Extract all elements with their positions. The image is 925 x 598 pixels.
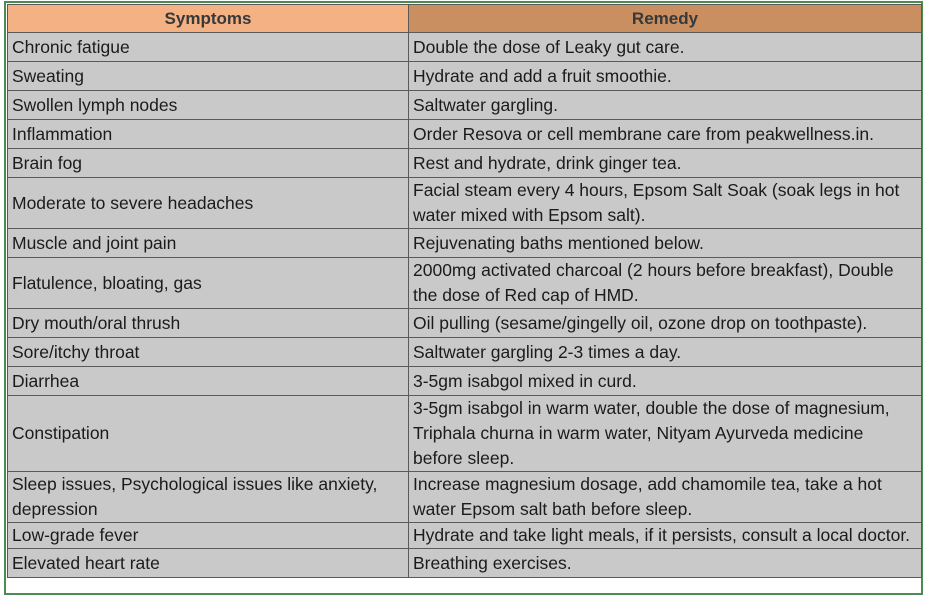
remedy-cell: Oil pulling (sesame/gingelly oil, ozone drop on toothpaste). bbox=[409, 309, 922, 338]
table-row bbox=[8, 523, 922, 549]
table-row bbox=[8, 549, 922, 578]
table-row bbox=[8, 367, 922, 396]
remedy-cell: Rest and hydrate, drink ginger tea. bbox=[409, 149, 922, 178]
symptoms-remedy-table bbox=[7, 4, 922, 578]
symptom-cell: Inflammation bbox=[8, 120, 409, 149]
symptom-cell: Constipation bbox=[8, 396, 409, 472]
table-row bbox=[8, 309, 922, 338]
symptom-cell: Muscle and joint pain bbox=[8, 229, 409, 258]
table-row bbox=[8, 91, 922, 120]
table-row bbox=[8, 258, 922, 309]
table-row bbox=[8, 472, 922, 523]
table-row bbox=[8, 62, 922, 91]
remedy-cell: Double the dose of Leaky gut care. bbox=[409, 33, 922, 62]
remedy-column-header: Remedy bbox=[409, 5, 922, 33]
symptom-cell: Swollen lymph nodes bbox=[8, 91, 409, 120]
symptom-cell: Dry mouth/oral thrush bbox=[8, 309, 409, 338]
remedy-cell: Facial steam every 4 hours, Epsom Salt Soak (soak legs in hot water mixed with Epsom salt). bbox=[409, 178, 922, 229]
remedy-cell: Hydrate and add a fruit smoothie. bbox=[409, 62, 922, 91]
remedy-cell: Saltwater gargling 2-3 times a day. bbox=[409, 338, 922, 367]
remedy-cell: Saltwater gargling. bbox=[409, 91, 922, 120]
remedy-cell: Order Resova or cell membrane care from peakwellness.in. bbox=[409, 120, 922, 149]
symptoms-column-header: Symptoms bbox=[8, 5, 409, 33]
symptom-cell: Sweating bbox=[8, 62, 409, 91]
symptom-cell: Elevated heart rate bbox=[8, 549, 409, 578]
remedy-cell: 2000mg activated charcoal (2 hours before breakfast), Double the dose of Red cap of HMD. bbox=[409, 258, 922, 309]
symptom-cell: Flatulence, bloating, gas bbox=[8, 258, 409, 309]
symptom-cell: Low-grade fever bbox=[8, 523, 409, 549]
remedy-cell: 3-5gm isabgol in warm water, double the dose of magnesium, Triphala churna in warm water, Nityam Ayurveda medicine before sleep. bbox=[409, 396, 922, 472]
symptom-cell: Moderate to severe headaches bbox=[8, 178, 409, 229]
table-row bbox=[8, 33, 922, 62]
table-row bbox=[8, 396, 922, 472]
symptom-cell: Sore/itchy throat bbox=[8, 338, 409, 367]
table-row bbox=[8, 178, 922, 229]
remedy-cell: Breathing exercises. bbox=[409, 549, 922, 578]
symptom-cell: Sleep issues, Psychological issues like anxiety, depression bbox=[8, 472, 409, 523]
table-frame bbox=[4, 1, 923, 595]
remedy-cell: Hydrate and take light meals, if it persists, consult a local doctor. bbox=[409, 523, 922, 549]
table-header-row bbox=[8, 5, 922, 33]
table-row bbox=[8, 229, 922, 258]
remedy-cell: Rejuvenating baths mentioned below. bbox=[409, 229, 922, 258]
symptom-cell: Diarrhea bbox=[8, 367, 409, 396]
table-row bbox=[8, 338, 922, 367]
table-row bbox=[8, 120, 922, 149]
remedy-cell: Increase magnesium dosage, add chamomile tea, take a hot water Epsom salt bath before sleep. bbox=[409, 472, 922, 523]
table-row bbox=[8, 149, 922, 178]
symptom-cell: Brain fog bbox=[8, 149, 409, 178]
symptom-cell: Chronic fatigue bbox=[8, 33, 409, 62]
remedy-cell: 3-5gm isabgol mixed in curd. bbox=[409, 367, 922, 396]
